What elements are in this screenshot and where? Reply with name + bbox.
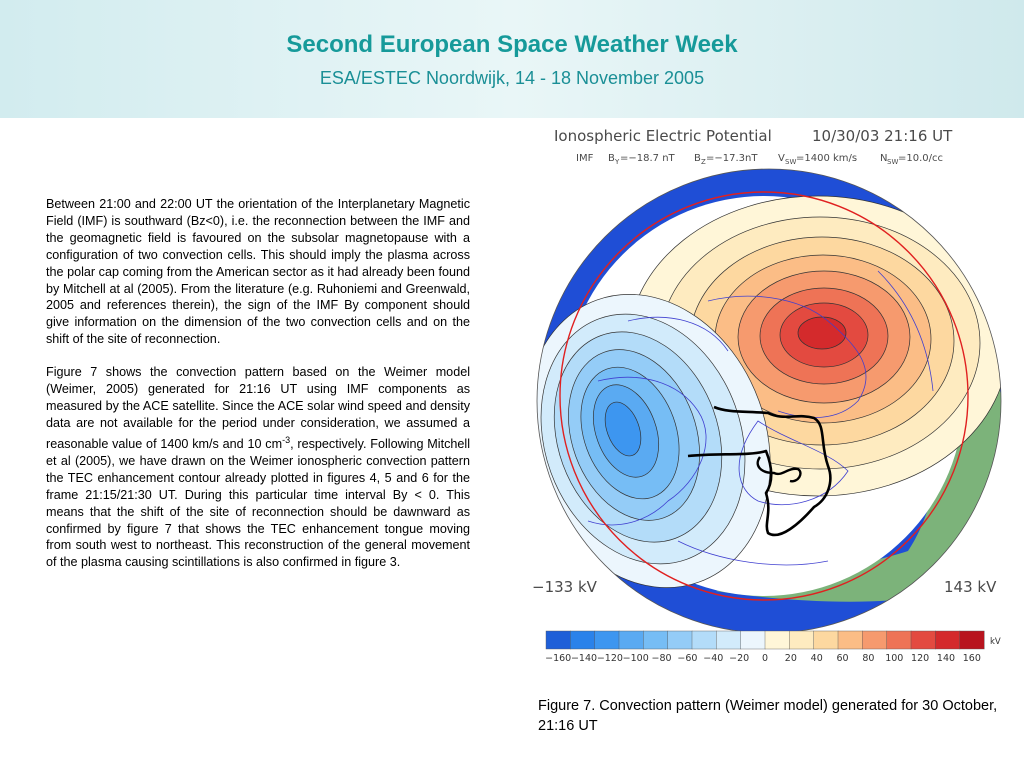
- colorbar-tick-label: 60: [836, 653, 849, 664]
- colorbar-swatch: [960, 631, 985, 649]
- vsw-subscript: SW: [785, 158, 797, 166]
- colorbar-tick-label: 20: [784, 653, 797, 664]
- colorbar-ticks: [545, 653, 981, 664]
- colorbar-swatch: [570, 631, 595, 649]
- colorbar-swatch: [619, 631, 644, 649]
- colorbar-swatch: [692, 631, 717, 649]
- page-subtitle: ESA/ESTEC Noordwijk, 14 - 18 November 2005: [319, 68, 705, 88]
- paragraph-2-part-b: , respectively. Following Mitchell et al (2005), we have drawn on the Weimer ionospheric convection pattern the TEC enhancement contour already plotted in figures 4, 5 and 6 for the frame 21:15/21:30 UT. During this particular time interval By < 0. This means that the shift of the site of reconnection should be dawnward as confirmed by figure 7 that shows the TEC enhancement tongue moving from south west to northeast. This reconstruction of the general movement of the plasma causing scintillations is also confirmed in figure 3.: [46, 436, 470, 570]
- figure-title: Ionospheric Electric Potential: [554, 127, 772, 145]
- colorbar-swatch: [935, 631, 960, 649]
- paragraph-2-superscript: -3: [282, 434, 291, 445]
- colorbar-swatch: [765, 631, 790, 649]
- colorbar-tick-label: 120: [911, 653, 930, 664]
- nsw-value: =10.0/cc: [898, 153, 944, 164]
- nsw-subscript: SW: [887, 158, 899, 166]
- colorbar-swatch: [838, 631, 863, 649]
- colorbar-tick-label: 0: [761, 653, 769, 664]
- paragraph-2: [46, 364, 470, 571]
- bz-value: =−17.3nT: [706, 153, 758, 164]
- by-subscript: Y: [615, 158, 620, 166]
- colorbar-swatch: [789, 631, 814, 649]
- convection-figure: [528, 121, 1014, 671]
- colorbar-swatch: [862, 631, 887, 649]
- colorbar-swatch: [911, 631, 936, 649]
- figure-caption: Figure 7. Convection pattern (Weimer model) generated for 30 October, 21:16 UT: [538, 698, 998, 734]
- page-title: Second European Space Weather Week: [286, 31, 738, 58]
- colorbar-swatch: [887, 631, 912, 649]
- colorbar-tick-label: −60: [677, 653, 698, 664]
- figure-datetime: 10/30/03 21:16 UT: [812, 127, 953, 145]
- vsw-value: =1400 km/s: [796, 153, 858, 164]
- by-value: =−18.7 nT: [620, 153, 675, 164]
- colorbar-tick-label: 40: [810, 653, 823, 664]
- bz-symbol: B: [694, 153, 701, 164]
- colorbar-tick-label: 140: [936, 653, 956, 664]
- imf-parameters: [576, 153, 943, 166]
- colorbar-swatch: [716, 631, 741, 649]
- colorbar-tick-label: −20: [729, 653, 750, 664]
- colorbar-tick-label: 80: [862, 653, 875, 664]
- min-potential-label: −133 kV: [532, 578, 597, 596]
- colorbar-swatch: [668, 631, 693, 649]
- max-potential-label: 143 kV: [944, 578, 997, 596]
- colorbar-tick-label: −40: [703, 653, 724, 664]
- colorbar-tick-label: 160: [962, 653, 981, 664]
- colorbar-tick-label: −160: [545, 653, 572, 664]
- paragraph-1: Between 21:00 and 22:00 UT the orientation of the Interplanetary Magnetic Field (IMF) is southward (Bz<0), i.e. the reconnection between the IMF and the geomagnetic field is favoured on the subsolar magnetopause with a configuration of two convection cells. This should imply the plasma across the polar cap coming from the American sector as it had already been found by Mitchell at al (2005). From the literature (e.g. Ruhoniemi and Greenwald, 2005 and references therein), the sign of the IMF By component should give information on the dimension of the two convection cells and on the shift of the site of reconnection.: [46, 197, 470, 347]
- colorbar-swatch: [595, 631, 620, 649]
- colorbar-swatch: [741, 631, 766, 649]
- by-symbol: B: [608, 153, 615, 164]
- colorbar-swatch: [546, 631, 571, 649]
- bz-subscript: Z: [701, 158, 706, 166]
- colorbar-swatch: [643, 631, 668, 649]
- colorbar: [546, 631, 984, 649]
- paragraph-2-part-a: Figure 7 shows the convection pattern based on the Weimer model (Weimer, 2005) generated for 21:16 UT using IMF components as measured by the ACE satellite. Since the ACE solar wind speed and density data are not available for the period under consideration, we assumed a reasonable value of 1400 km/s and 10 cm: [46, 365, 470, 451]
- colorbar-unit: kV: [990, 637, 1001, 647]
- nsw-symbol: N: [880, 153, 888, 164]
- colorbar-tick-label: −120: [596, 653, 623, 664]
- header-banner: [0, 0, 1024, 118]
- convection-plot: [528, 121, 1014, 671]
- colorbar-tick-label: 100: [885, 653, 904, 664]
- colorbar-tick-label: −80: [651, 653, 672, 664]
- positive-contour: [798, 317, 846, 349]
- colorbar-tick-label: −140: [570, 653, 598, 664]
- imf-label: IMF: [576, 153, 594, 164]
- colorbar-tick-label: −100: [622, 653, 649, 664]
- body-text: [46, 196, 470, 587]
- vsw-symbol: V: [778, 153, 785, 164]
- colorbar-swatch: [814, 631, 839, 649]
